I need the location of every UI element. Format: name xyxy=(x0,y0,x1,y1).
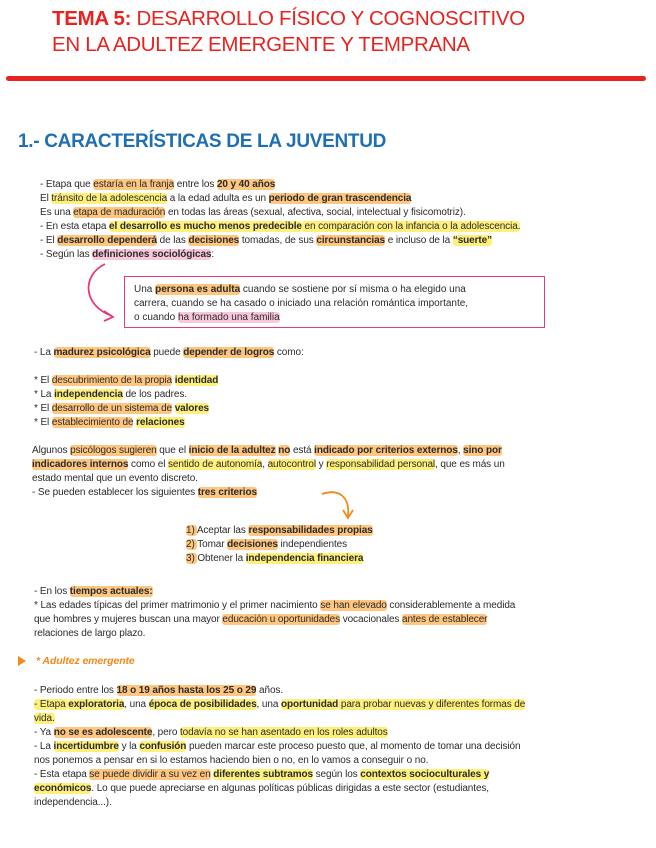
orange-curved-arrow xyxy=(322,492,353,518)
definition-text: Una persona es adulta cuando se sostiene por sí misma o ha elegido una carrera, cuando se ha casado o iniciado una relación romántica importante, o cuando ha formado una familia xyxy=(134,284,469,323)
text-line: Algunos psicólogos sugieren que el inicio de la adultez no está indicado por criterios externos, sino por xyxy=(32,445,502,456)
list-item: * El establecimiento de relaciones xyxy=(34,417,185,428)
text-line: económicos. Lo que puede apreciarse en algunas políticas públicas dirigidas a este sector (estudiantes, xyxy=(34,783,489,794)
text-line: relaciones de largo plazo. xyxy=(34,628,146,639)
title-line-2: EN LA ADULTEZ EMERGENTE Y TEMPRANA xyxy=(52,33,470,56)
text-line: - Esta etapa se puede dividir a su vez en diferentes subtramos según los contextos socioculturales y xyxy=(34,769,490,780)
text-line: vida. xyxy=(34,713,55,724)
text-line: estado mental que un evento discreto. xyxy=(32,473,198,484)
text-line: indicadores internos como el sentido de autonomía, autocontrol y responsabilidad personal, que es más un xyxy=(32,459,505,470)
text-line: - Periodo entre los 18 o 19 años hasta los 25 o 29 años. xyxy=(34,685,284,696)
criterion-item: 2) Tomar decisiones independientes xyxy=(186,539,347,550)
text-line: que hombres y mujeres buscan una mayor educación u oportunidades vocacionales antes de establecer xyxy=(34,614,488,625)
text-line: El tránsito de la adolescencia a la edad adulta es un periodo de gran trascendencia xyxy=(40,193,412,204)
text-line: - En los tiempos actuales: xyxy=(34,586,153,597)
title-topic-number: TEMA 5: xyxy=(52,7,132,30)
text-line: - La madurez psicológica puede depender de logros como: xyxy=(34,347,304,358)
text-line: - En esta etapa el desarrollo es mucho menos predecible en comparación con la infancia o la adolescencia. xyxy=(40,221,521,232)
text-line: - Según las definiciones sociológicas: xyxy=(40,249,215,260)
text-line: - Se pueden establecer los siguientes tres criterios xyxy=(32,487,257,498)
subsection-label: * Adultez emergente xyxy=(36,655,135,667)
section-heading: 1.- CARACTERÍSTICAS DE LA JUVENTUD xyxy=(18,131,387,152)
pink-curved-arrow xyxy=(89,264,113,321)
text-line: independencia...). xyxy=(34,797,112,808)
text-line: * Las edades típicas del primer matrimonio y el primer nacimiento se han elevado considerablemente a medida xyxy=(34,600,516,611)
title-line-1: DESARROLLO FÍSICO Y COGNOSCITIVO xyxy=(131,7,525,30)
list-item: * El desarrollo de un sistema de valores xyxy=(34,403,210,414)
text-line: - Ya no se es adolescente, pero todavía no se han asentado en los roles adultos xyxy=(34,727,388,738)
criterion-item: 1) Aceptar las responsabilidades propias xyxy=(186,525,373,536)
text-line: - La incertidumbre y la confusión pueden marcar este proceso puesto que, al momento de tomar una decisión xyxy=(34,741,521,752)
text-line: - El desarrollo dependerá de las decisiones tomadas, de sus circunstancias e incluso de la “suerte” xyxy=(40,235,493,246)
text-line: Es una etapa de maduración en todas las áreas (sexual, afectiva, social, intelectual y fisicomotriz). xyxy=(40,207,466,218)
list-item: * El descubrimiento de la propia identidad xyxy=(34,375,219,386)
text-line: - Etapa que estaría en la franja entre los 20 y 40 años xyxy=(40,179,276,190)
text-line: - Etapa exploratoria, una época de posibilidades, una oportunidad para probar nuevas y diferentes formas de xyxy=(34,699,526,710)
text-line: nos ponemos a pensar en si lo estamos haciendo bien o no, en lo vamos a conseguir o no. xyxy=(34,755,429,766)
list-item: * La independencia de los padres. xyxy=(34,389,187,400)
criterion-item: 3) Obtener la independencia financiera xyxy=(186,553,364,564)
